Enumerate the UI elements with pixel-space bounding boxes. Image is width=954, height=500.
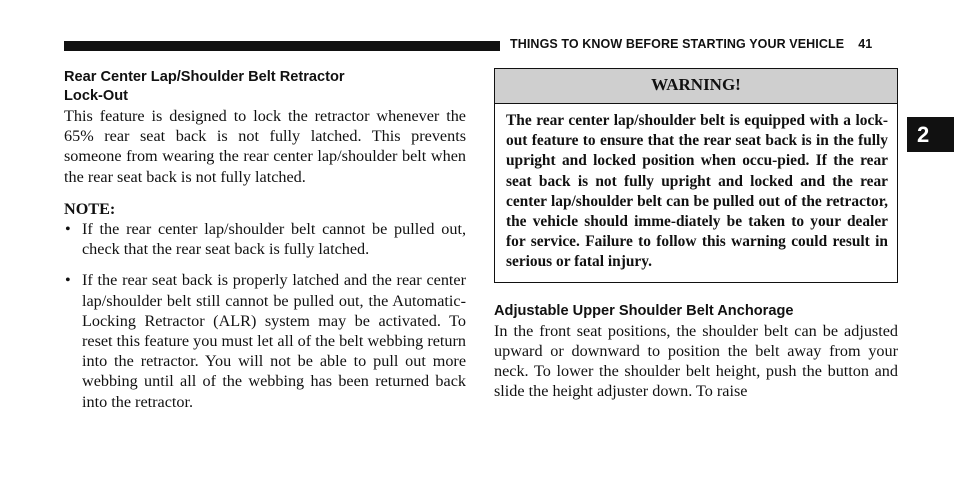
- list-item: [64, 270, 466, 411]
- warning-text: The rear center lap/shoulder belt is equipped with a lock-out feature to ensure that the rear seat back is in the fully upright and locked position when occu-pied. If the rear seat back is not fully upright and locked and the rear center lap/shoulder belt can be pulled out of the retractor, the vehicle should imme-diately be taken to your dealer for service. Failure to follow this warning could result in serious or fatal injury.: [506, 112, 888, 271]
- anchorage-paragraph: In the front seat positions, the shoulder belt can be adjusted upward or downward to position the belt away from your neck. To lower the shoulder belt height, push the button and slide the height adjuster down. To raise: [494, 321, 898, 401]
- warning-title: WARNING!: [495, 69, 897, 104]
- bullet-dot-icon: •: [65, 271, 71, 290]
- bullet-text: If the rear seat back is properly latched and the rear center lap/shoulder belt still cannot be pulled out, the Automatic-Locking Retractor (ALR) system may be activated. To reset this feature you must let all of the belt webbing return into the retractor. You will not be able to pull out more webbing until all of the webbing has been returned back into the retractor.: [82, 271, 466, 411]
- warning-box: [494, 68, 898, 283]
- running-title: THINGS TO KNOW BEFORE STARTING YOUR VEHICLE: [510, 37, 845, 51]
- right-column: [494, 68, 898, 401]
- heading-line-2: Lock-Out: [64, 88, 129, 104]
- left-column: [64, 68, 466, 412]
- running-header: [510, 37, 872, 51]
- header-rule: [64, 41, 500, 51]
- lockout-paragraph: This feature is designed to lock the retractor whenever the 65% rear seat back is not fully latched. This prevents someone from wearing the rear center lap/shoulder belt when the rear seat back is not fully latched.: [64, 107, 466, 186]
- bullet-text: If the rear center lap/shoulder belt cannot be pulled out, check that the rear seat back is fully latched.: [82, 220, 466, 259]
- note-label: NOTE:: [64, 199, 116, 218]
- section-heading-anchorage: Adjustable Upper Shoulder Belt Anchorage: [494, 302, 794, 319]
- page-number: 41: [858, 37, 873, 51]
- heading-line-1: Rear Center Lap/Shoulder Belt Retractor: [64, 69, 345, 85]
- note-bullet-list: [64, 219, 466, 412]
- chapter-tab: 2: [907, 117, 954, 152]
- bullet-dot-icon: •: [65, 220, 71, 239]
- list-item: [64, 219, 466, 259]
- section-heading-lockout: [64, 68, 466, 106]
